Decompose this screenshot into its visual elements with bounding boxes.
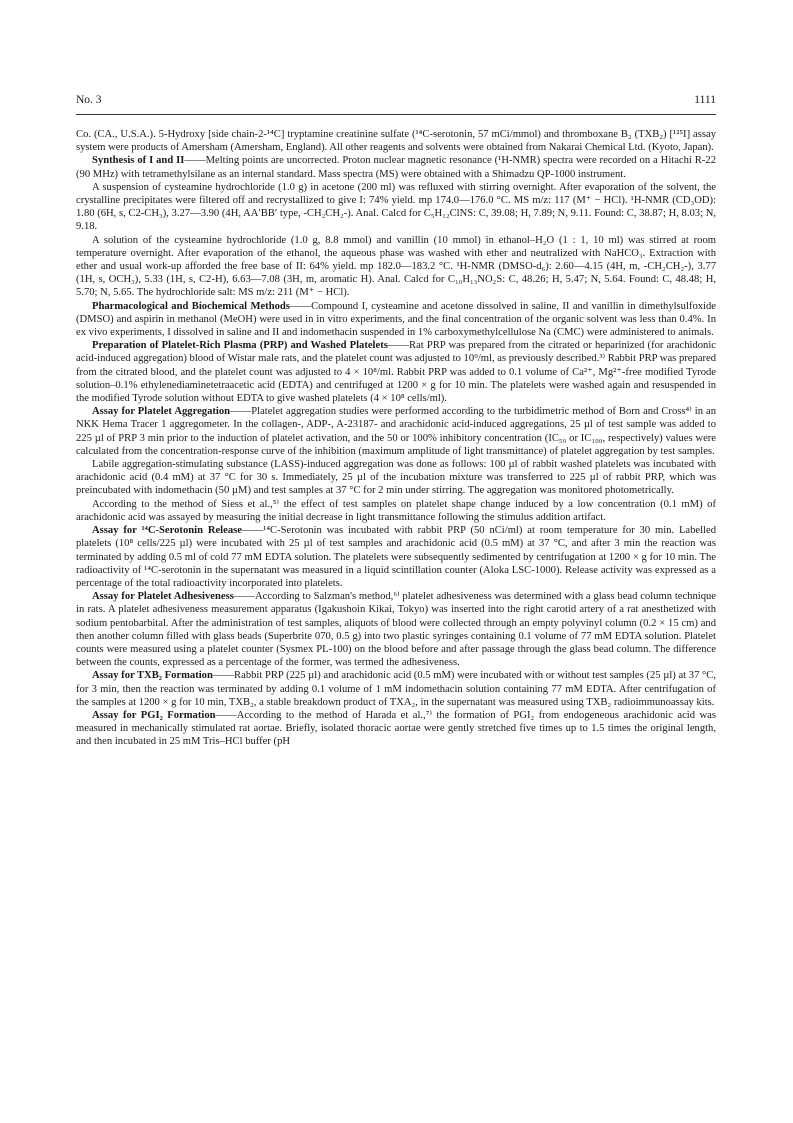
section-heading: Assay for Platelet Aggregation (92, 406, 231, 418)
section-heading: Synthesis of I and II (92, 155, 185, 167)
paragraph-text: Labile aggregation-stimulating substance (LASS)-induced aggregation was done as follows: 100 µl of rabbit washed platelets was incubated with arachidonic acid (0.4 mM) at 37 °C for 30 s. Immediately, 25 µl of the incubation mixture was transferred to 225 µl of rabbit PRP, which was preincubated with indomethacin (50 µM) and test samples at 37 °C for 2 min under stirring. The aggregation was monitored photometrically. (76, 459, 716, 497)
paragraph-text: ——Rabbit PRP (225 µl) and arachidonic acid (0.5 mM) were incubated with or without test samples (25 µl) at 37 °C, for 3 min, then the reaction was terminated by adding 0.1 volume of 1 mM indomethacin solution containing 77 mM EDTA. After centrifugation of the samples at 1200 × g for 10 min, TXB₂, a stable breakdown product of TXA₂, in the supernatant was measured using TXB₂ radioimmunoassay kits. (76, 670, 716, 708)
paragraph-text: ——Rat PRP was prepared from the citrated or heparinized (for arachidonic acid-induced aggregation) blood of Wistar male rats, and the platelet count was adjusted to 10⁹/ml, as previously described.³⁾ Rabbit PRP was prepared from the citrated blood, and the platelet count was adjusted to 4 × 10⁸/ml. Rabbit PRP was added to 0.1 volume of Ca²⁺, Mg²⁺-free modified Tyrode solution–0.1% ethylenediaminetetraacetic acid (EDTA) and centrifuged at 1200 × g for 10 min. The platelets were washed again and resuspended in the modified Tyrode solution without EDTA to give washed platelets (4 × 10⁸ cells/ml). (76, 340, 716, 405)
paragraph (76, 709, 716, 749)
running-header (76, 92, 716, 108)
paragraph (76, 300, 716, 340)
paragraph-text: ——Compound I, cysteamine and acetone dissolved in saline, II and vanillin in dimethylsulfoxide (DMSO) and aspirin in methanol (MeOH) were used in in vitro experiments, and the final concentration of the organic solvent was less than 0.4%. In ex vivo experiments, I dissolved in saline and II and indomethacin suspended in 1% carboxymethylcellulose Na (CMC) were administered to animals. (76, 300, 716, 339)
page-number: 1111 (694, 94, 716, 106)
paragraph (76, 339, 716, 405)
paragraph-text: ——Platelet aggregation studies were performed according to the turbidimetric method of Born and Cross⁴⁾ in an NKK Hema Tracer 1 aggregometer. In the collagen-, ADP-, A-23187- and arachidonic acid-induced aggregations, 25 µl of test sample was added to 225 µl of PRP 3 min prior to the induction of platelet activation, and the 50 or 100% inhibitory concentration (IC₅₀ or IC₁₀₀, respectively) values were calculated from the concentration-response curve of the inhibition (maximum amplitude of light transmittance) of platelet aggregation by test samples. (76, 406, 717, 457)
paragraph (76, 524, 716, 590)
paragraph (76, 234, 716, 300)
paragraph (76, 128, 716, 154)
paragraph (76, 590, 716, 669)
paragraph-text: ——According to the method of Harada et al.,⁷⁾ the formation of PGI₂ from endogeneous arachidonic acid was measured in mechanically stimulated rat aortae. Briefly, isolated thoracic aortae were gently stretched five times up to 1.5 times the original length, and then incubated in 25 mM Tris–HCl buffer (pH (76, 709, 716, 748)
paragraph-text: According to the method of Siess et al.,⁵⁾ the effect of test samples on platelet shape change induced by a low concentration (0.1 mM) of arachidonic acid was assayed by measuring the initial decrease in light transmittance following the stimulus addition artifact. (76, 498, 716, 523)
section-heading: Assay for PGI₂ Formation (92, 709, 216, 721)
section-heading: Assay for Platelet Adhesiveness (92, 591, 234, 603)
paragraph (76, 405, 716, 458)
paragraph-text: ——¹⁴C-Serotonin was incubated with rabbit PRP (50 nCi/ml) at room temperature for 30 min. Labelled platelets (10⁸ cells/225 µl) were incubated with 25 µl of test samples and arachidonic acid (0.5 mM) at 37 °C, and after 3 min the reaction was terminated by adding 0.5 ml of cold 77 mM EDTA solution. The platelets were subsequently sedimented by centrifugation at 1200 × g for 10 min. The radioactivity of ¹⁴C-serotonin in the supernatant was measured in a liquid scintillation counter (Aloka LSC-1000). Release activity was expressed as a percentage of the total radioactivity incorporated into platelets. (76, 525, 717, 589)
header-rule (76, 114, 716, 115)
section-heading: Assay for TXB₂ Formation (92, 670, 213, 682)
paragraph (76, 154, 716, 180)
paragraph (76, 181, 716, 234)
journal-issue: No. 3 (76, 94, 102, 106)
paragraph (76, 498, 716, 524)
section-heading: Pharmacological and Biochemical Methods (92, 300, 290, 312)
paragraph-text: A solution of the cysteamine hydrochloride (1.0 g, 8.8 mmol) and vanillin (10 mmol) in ethanol–H₂O (1 : 1, 10 ml) was stirred at room temperature overnight. After evaporation of the ethanol, the aqueous phase was washed with ether and neutralized with NaHCO₃. Extraction with ether and usual work-up afforded the free base of II: 64% yield. mp 182.0—183.2 °C. ¹H-NMR (DMSO-d₆): 2.60—4.15 (4H, m, -CH₂CH₂-), 3.77 (1H, s, OCH₃), 5.33 (1H, s, C2-H), 6.63—7.08 (3H, m, aromatic H). Anal. Calcd for C₁₀H₁₃NO₂S: C, 48.26; H, 5.47; N, 5.64. Found: C, 48.48; H, 5.70; N, 5.65. The hydrochloride salt: MS m/z: 211 (M⁺ − HCl). (76, 234, 716, 299)
paragraph-text: ——According to Salzman's method,⁶⁾ platelet adhesiveness was determined with a glass bead column technique in rats. A platelet adhesiveness measurement apparatus (Igakushoin Kikai, Tokyo) was inserted into the right carotid artery of a rat anesthetized with sodium pentobarbital. After the administration of test samples, aliquots of blood were collected through an empty polyvinyl column (0.2 × 15 cm) and then another column filled with glass beads (Superbrite 070, 0.5 g) into two plastic syringes containing 0.1 volume of 77 mM EDTA solution. Platelet counts were measured using a platelet counter (Sysmex PL-100) on the blood before and after passage through the glass bead column. The difference between the counts, expressed as a percentage of the former, was termed the adhesiveness. (76, 591, 716, 669)
section-heading: Preparation of Platelet-Rich Plasma (PRP) and Washed Platelets (92, 340, 388, 352)
paragraph (76, 669, 716, 709)
section-heading: Assay for ¹⁴C-Serotonin Release (92, 525, 242, 537)
paragraph (76, 458, 716, 498)
paragraph-text: ——Melting points are uncorrected. Proton nuclear magnetic resonance (¹H-NMR) spectra were recorded on a Hitachi R-22 (90 MHz) with tetramethylsilane as an internal standard. Mass spectra (MS) were obtained with a Shimadzu QP-1000 instrument. (76, 155, 716, 180)
paragraph-text: Co. (CA., U.S.A.). 5-Hydroxy [side chain-2-¹⁴C] tryptamine creatinine sulfate (¹⁴C-serotonin, 57 mCi/mmol) and thromboxane B₂ (TXB₂) [¹²⁵I] assay system were products of Amersham (Amersham, England). All other reagents and solvents were obtained from Nakarai Chemical Ltd. (Kyoto, Japan). (76, 129, 716, 154)
body-text (76, 128, 716, 749)
paragraph-text: A suspension of cysteamine hydrochloride (1.0 g) in acetone (200 ml) was refluxed with stirring overnight. After evaporation of the solvent, the crystalline precipitates were filtered off and recrystallized to give I: 74% yield. mp 174.0—176.0 °C. MS m/z: 117 (M⁺ − HCl). ¹H-NMR (CD₃OD): 1.80 (6H, s, C2-CH₃), 3.27—3.90 (4H, AA′BB′ type, -CH₂CH₂-). Anal. Calcd for C₅H₁₂ClNS: C, 39.08; H, 7.89; N, 9.11. Found: C, 38.87; H, 8.03; N, 9.18. (76, 181, 716, 233)
